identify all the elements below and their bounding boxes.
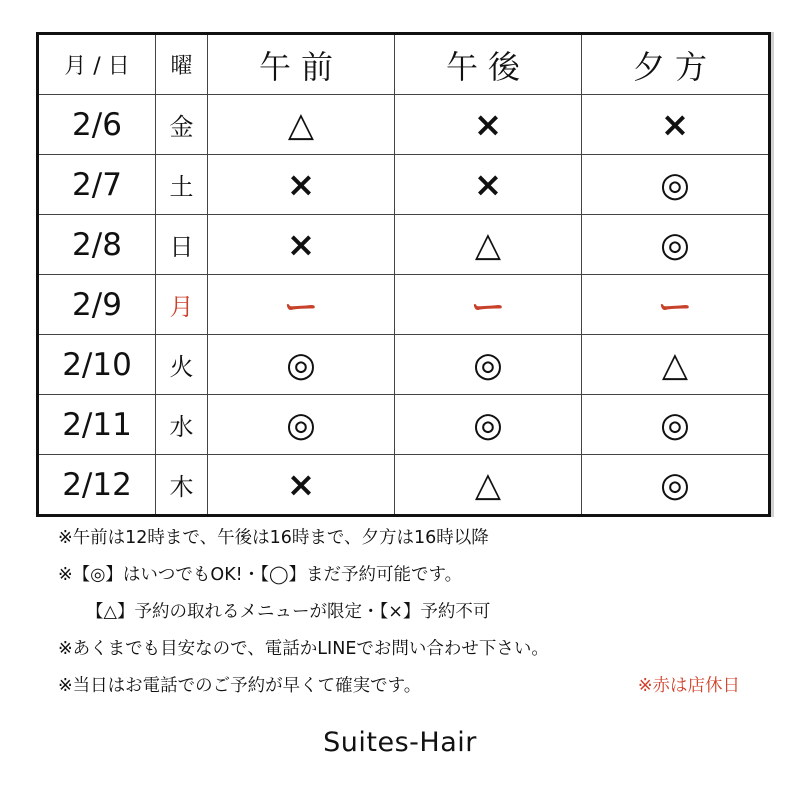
row-day-of-week: 月 [156,275,208,335]
note-contact: ※あくまでも目安なので、電話かLINEでお問い合わせ下さい。 [58,639,549,659]
slot-afternoon-limited: △ [395,455,582,516]
header-morning: 午前 [208,34,395,95]
slot-morning-closed: ー [208,275,395,335]
slot-morning-full: × [208,155,395,215]
note-closed-day: ※赤は店休日 [637,676,740,696]
row-date: 2/12 [38,455,156,516]
slot-evening-ok: ◎ [582,455,770,516]
slot-morning-limited: △ [208,95,395,155]
slot-morning-full: × [208,455,395,516]
row-day-of-week: 木 [156,455,208,516]
slot-afternoon-limited: △ [395,215,582,275]
schedule-table [36,32,771,517]
slot-evening-ok: ◎ [582,215,770,275]
row-date: 2/8 [38,215,156,275]
row-day-of-week: 水 [156,395,208,455]
slot-afternoon-closed: ー [395,275,582,335]
row-date: 2/7 [38,155,156,215]
slot-morning-ok: ◎ [208,335,395,395]
slot-morning-full: × [208,215,395,275]
slot-evening-ok: ◎ [582,155,770,215]
header-day-of-week: 曜 [156,34,208,95]
row-day-of-week: 日 [156,215,208,275]
slot-afternoon-ok: ◎ [395,335,582,395]
row-date: 2/9 [38,275,156,335]
row-day-of-week: 火 [156,335,208,395]
slot-afternoon-ok: ◎ [395,395,582,455]
table-row [38,155,770,215]
slot-evening-ok: ◎ [582,395,770,455]
row-day-of-week: 金 [156,95,208,155]
row-date: 2/11 [38,395,156,455]
slot-afternoon-full: × [395,155,582,215]
slot-morning-ok: ◎ [208,395,395,455]
table-row [38,215,770,275]
table-row [38,335,770,395]
header-date: 月 / 日 [38,34,156,95]
row-date: 2/10 [38,335,156,395]
note-hours: ※午前は12時まで、午後は16時まで、夕方は16時以降 [58,528,489,548]
note-same-day-text: ※当日はお電話でのご予約が早くて確実です。 [58,676,422,696]
note-symbols-limited: 【△】予約の取れるメニューが限定・【×】予約不可 [86,602,491,622]
header-afternoon: 午後 [395,34,582,95]
table-row [38,95,770,155]
table-row [38,395,770,455]
slot-afternoon-full: × [395,95,582,155]
table-row [38,275,770,335]
header-row [38,34,770,95]
slot-evening-full: × [582,95,770,155]
slot-evening-closed: ー [582,275,770,335]
table-row [38,455,770,516]
note-symbols-ok: ※【◎】はいつでもOK!・【◯】まだ予約可能です。 [58,565,463,585]
note-same-day [58,668,778,705]
header-evening: 夕方 [582,34,770,95]
notes [58,520,778,705]
slot-evening-limited: △ [582,335,770,395]
salon-name: Suites-Hair [323,727,477,758]
row-day-of-week: 土 [156,155,208,215]
row-date: 2/6 [38,95,156,155]
